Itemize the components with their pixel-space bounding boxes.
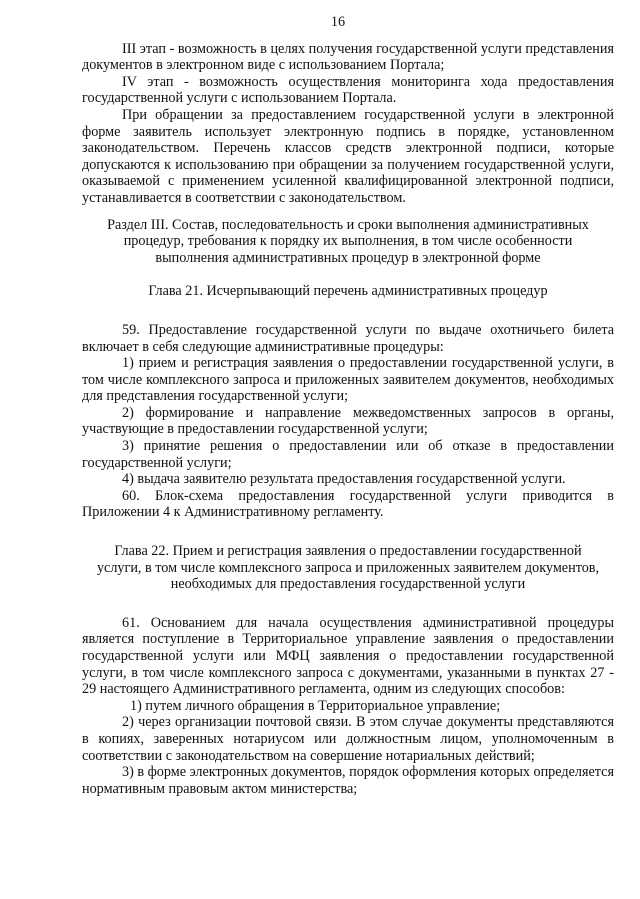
page-number: 16 — [330, 14, 346, 30]
list-item: 1) путем личного обращения в Территориальное управление; — [130, 697, 501, 714]
list-item: 3) в форме электронных документов, порядок оформления которых определяется нормативным правовым актом министерства; — [82, 764, 614, 797]
paragraph-60: 60. Блок-схема предоставления государственной услуги приводится в Приложении 4 к Административному регламенту. — [82, 487, 614, 521]
list-item: 3) принятие решения о предоставлении или об отказе в предоставлении государственной услуги; — [82, 438, 614, 471]
paragraph-59: 59. Предоставление государственной услуги по выдаче охотничьего билета включает в себя следующие административные процедуры: — [82, 321, 614, 355]
paragraph-stage-3: III этап - возможность в целях получения государственной услуги представления документов в электронном виде с использованием Портала; — [82, 40, 614, 74]
paragraph-stage-4: IV этап - возможность осуществления мониторинга хода предоставления государственной услуги с использованием Портала. — [82, 73, 614, 107]
chapter-21-title: Глава 21. Исчерпывающий перечень административных процедур — [148, 283, 548, 300]
section-3-title: Раздел III. Состав, последовательность и сроки выполнения административных процедур, требования к порядку их выполнения, в том числе особенности выполнения административных процедур в электронной форме — [107, 216, 589, 266]
list-item: 4) выдача заявителю результата предоставления государственной услуги. — [122, 471, 566, 488]
chapter-22-title: Глава 22. Прием и регистрация заявления о предоставлении государственной услуги, в том числе комплексного запроса и приложенных заявителем документов, необходимых для предоставления государственной услуги — [96, 543, 600, 593]
paragraph-electronic-signature: При обращении за предоставлением государственной услуги в электронной форме заявитель использует электронную подпись в порядке, установленном законодательством. Перечень классов средств электронной подписи, которые допускаются к использованию при обращении за получением государственной услуги, оказываемой с применением усиленной квалифицированной электронной подписи, устанавливается в соответствии с законодательством. — [82, 106, 614, 206]
list-item: 1) прием и регистрация заявления о предоставлении государственной услуги, в том числе комплексного запроса и приложенных заявителем документов, необходимых для представления государственной услуги; — [82, 355, 614, 405]
list-item: 2) через организации почтовой связи. В этом случае документы представляются в копиях, заверенных нотариусом или должностным лицом, уполномоченным в соответствии с законодательством на совершение нотариальных действий; — [82, 714, 614, 764]
list-item: 2) формирование и направление межведомственных запросов в органы, участвующие в предоставлении государственной услуги; — [82, 404, 614, 438]
paragraph-61: 61. Основанием для начала осуществления административной процедуры является поступление в Территориальное управление заявления о предоставлении государственной услуги или МФЦ заявления о предоставлении государственной услуги, в том числе комплексного запроса с документами, указанными в пунктах 27 - 29 настоящего Административного регламента, одним из следующих способов: — [82, 614, 614, 698]
